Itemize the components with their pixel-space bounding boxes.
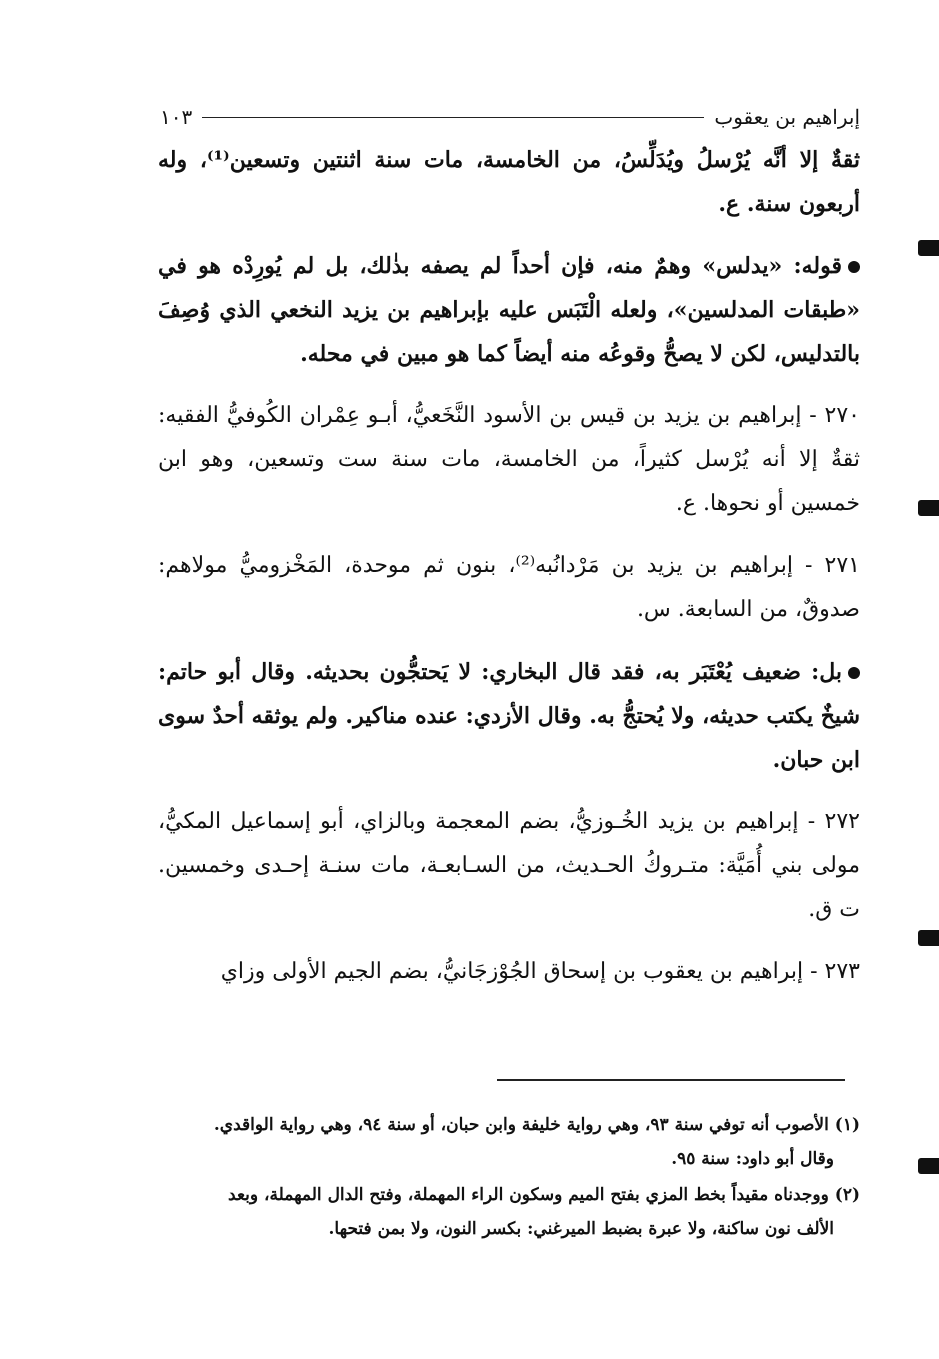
commentary-text: قوله: «يدلس» وهمٌ منه، فإن أحداً لم يصفه بذٰلك، بل لم يُورِدْه هو في «طبقات المدلسين»، ولعله الْتَبَس عليه بإبراهيم بن يزيد النخعي الذي وُصِفَ بالتدليس، لكن لا يصحُّ وقوعُه منه أيضاً كما هو مبين في محله. bbox=[158, 253, 860, 367]
scan-edge-mark bbox=[918, 500, 939, 516]
scan-edge-mark bbox=[918, 930, 939, 946]
page-number: ١٠٣ bbox=[160, 105, 193, 129]
scan-edge-mark bbox=[918, 240, 939, 256]
bullet-icon bbox=[848, 667, 860, 679]
entry-273: ٢٧٣ - إبراهيم بن يعقوب بن إسحاق الجُوْزجَانيُّ، بضم الجيم الأولى وزاي bbox=[220, 959, 860, 984]
commentary-paragraph bbox=[158, 650, 860, 782]
header-rule bbox=[202, 117, 704, 118]
scan-edge-mark bbox=[918, 1158, 939, 1174]
commentary-paragraph bbox=[158, 244, 860, 376]
footnote-2 bbox=[158, 1178, 860, 1246]
footnote-1-line-1: (١) الأصوب أنه توفي سنة ٩٣، وهي رواية خليفة وابن حبان، أو سنة ٩٤، وهي رواية الواقدي. bbox=[213, 1115, 860, 1135]
bullet-icon bbox=[848, 261, 860, 273]
entry-272: ٢٧٢ - إبراهيم بن يزيد الخُـوزيُّ، بضم المعجمة وبالزاي، أبو إسماعيل المكيُّ، مولى بني أُمَيَّة: متـروكُ الحـديث، من السـابعـة، مات سنـة إحـدى وخمسين. ت ق. bbox=[158, 809, 860, 922]
commentary-text: بل: ضعيف يُعْتَبَر به، فقد قال البخاري: لا يَحتجُّون بحديثه. وقال أبو حاتم: شيخٌ يكتب حديثه، ولا يُحتجُّ به. وقال الأزدي: عنده مناكير. ولم يوثقه أحدٌ سوى ابن حبان. bbox=[158, 659, 860, 773]
footnote-2-line-1: (٢) ووجدناه مقيداً بخط المزي بفتح الميم وسكون الراء المهملة، وفتح الدال المهملة، وبعد bbox=[228, 1185, 860, 1205]
entry-continuation: ثقةٌ إلا أنَّه يُرْسلُ ويُدَلِّسُ، من الخامسة، مات سنة اثنتين وتسعين⁽¹⁾، وله أربعون سنة. ع. bbox=[158, 147, 860, 217]
footnote-1-line-2: وقال أبو داود: سنة ٩٥. bbox=[671, 1149, 834, 1169]
main-text bbox=[158, 138, 860, 1012]
running-header bbox=[160, 100, 860, 134]
entry-270: ٢٧٠ - إبراهيم بن يزيد بن قيس بن الأسود النَّخَعيُّ، أبـو عِمْران الكُوفيُّ الفقيه: ثقةٌ إلا أنه يُرْسل كثيراً، من الخامسة، مات سنة ست وتسعين، وهو ابن خمسين أو نحوها. ع. bbox=[158, 403, 860, 516]
footnote-2-line-2: الألف نون ساكنة، ولا عبرة بضبط الميرغني: بكسر النون، ولا بمن فتحها. bbox=[328, 1219, 834, 1239]
footnotes bbox=[158, 1108, 860, 1248]
entry-271: ٢٧١ - إبراهيم بن يزيد بن مَرْدانُبه⁽²⁾، بنون ثم موحدة، المَخْزوميُّ مولاهم: صدوقٌ، من السابعة. س. bbox=[158, 553, 860, 622]
footnote-1 bbox=[158, 1108, 860, 1176]
footnote-separator bbox=[497, 1079, 845, 1081]
running-title: إبراهيم بن يعقوب bbox=[714, 105, 860, 129]
